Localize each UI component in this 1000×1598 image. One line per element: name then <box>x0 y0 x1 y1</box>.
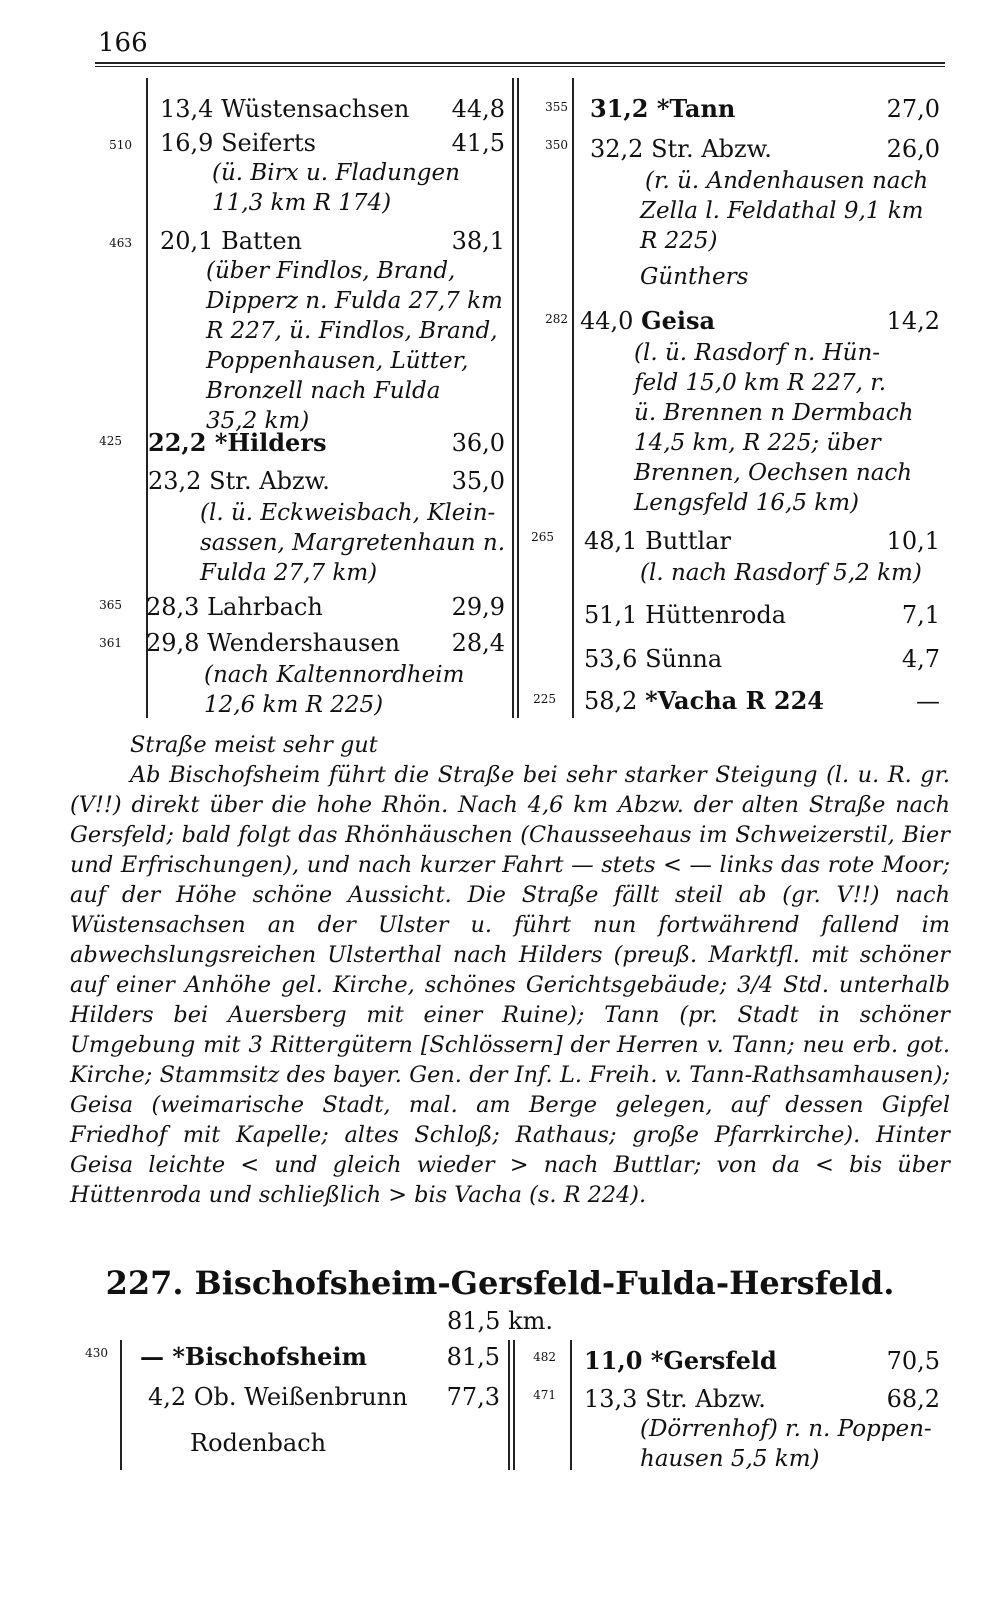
route-note: sassen, Margretenhaun n. <box>200 530 506 556</box>
table-row: 53,6 Sünna <box>584 645 723 673</box>
route-note: 14,5 km, R 225; über <box>634 430 881 456</box>
route-note: (l. nach Rasdorf 5,2 km) <box>640 560 922 586</box>
remaining-km: 7,1 <box>901 601 940 629</box>
column-rule <box>120 1340 122 1470</box>
route-note: (r. ü. Andenhausen nach <box>645 168 929 194</box>
route-note: Fulda 27,7 km) <box>200 560 378 586</box>
route-note: Zella l. Feldathal 9,1 km <box>640 198 924 224</box>
altitude: 482 <box>533 1350 556 1364</box>
table-row: 48,1 Buttlar <box>584 527 731 555</box>
remaining-km: 26,0 <box>886 135 940 163</box>
altitude: 282 <box>545 312 568 326</box>
route-note: (l. ü. Eckweisbach, Klein- <box>200 500 496 526</box>
route-note: (l. ü. Rasdorf n. Hün- <box>634 340 881 366</box>
altitude: 350 <box>545 138 568 152</box>
route-description <box>70 730 950 1210</box>
table-row: 28,3 Lahrbach <box>146 593 323 621</box>
altitude: 225 <box>533 692 556 706</box>
altitude: 425 <box>99 434 122 448</box>
table-row: 11,0 *Gersfeld <box>584 1346 777 1375</box>
remaining-km: 77,3 <box>446 1383 500 1411</box>
table-row: 13,3 Str. Abzw. <box>584 1385 766 1413</box>
route-note: Poppenhausen, Lütter, <box>206 348 469 374</box>
column-rule <box>508 1340 510 1470</box>
remaining-km: 27,0 <box>886 95 940 123</box>
route-note: Bronzell nach Fulda <box>206 378 441 404</box>
altitude: 430 <box>85 1346 108 1360</box>
route-note: hausen 5,5 km) <box>640 1446 820 1472</box>
altitude: 361 <box>99 636 122 650</box>
table-row: 4,2 Ob. Weißenbrunn <box>148 1383 408 1411</box>
remaining-km: — <box>916 687 940 715</box>
road-quality-line: Straße meist sehr gut <box>130 732 378 758</box>
route-note: R 227, ü. Findlos, Brand, <box>206 318 498 344</box>
remaining-km: 10,1 <box>886 527 940 555</box>
remaining-km: 35,0 <box>451 467 505 495</box>
remaining-km: 14,2 <box>886 307 940 335</box>
table-row: 22,2 *Hilders <box>148 428 327 457</box>
route-note: 12,6 km R 225) <box>204 692 384 718</box>
route-note: 35,2 km) <box>206 408 310 434</box>
route-note: Dipperz n. Fulda 27,7 km <box>206 288 503 314</box>
header-rule-thin <box>95 66 945 67</box>
column-rule <box>512 78 514 718</box>
remaining-km: 41,5 <box>451 129 505 157</box>
route-note: (ü. Birx u. Fladungen <box>212 160 460 186</box>
remaining-km: 4,7 <box>901 645 940 673</box>
header-rule <box>95 62 945 64</box>
table-row: 23,2 Str. Abzw. <box>148 467 330 495</box>
table-row: 32,2 Str. Abzw. <box>590 135 772 163</box>
remaining-km: 70,5 <box>886 1347 940 1375</box>
route-note: Brennen, Oechsen nach <box>634 460 913 486</box>
route-note: ü. Brennen n Dermbach <box>634 400 914 426</box>
description-paragraph: Ab Bischofsheim führt die Straße bei sehr starker Steigung (l. u. R. gr. (V!!) direkt über die hohe Rhön. Nach 4,6 km Abzw. der alten Straße nach Gersfeld; bald folgt das Rhönhäuschen (Chausseehaus im Schweizerstil, Bier und Erfrischungen), und nach kurzer Fahrt — stets < — links das rote Moor; auf der Höhe schöne Aussicht. Die Straße fällt steil ab (gr. V!!) nach Wüstensachsen an der Ulster u. führt nun fortwährend fallend im abwechslungsreichen Ulsterthal nach Hilders (preuß. Marktfl. mit schöner auf einer Anhöhe gel. Kirche, schönes Gerichtsgebäude; 3/4 Std. unterhalb Hilders bei Auersberg mit einer Ruine); Tann (pr. Stadt in schöner Umgebung mit 3 Rittergütern [Schlössern] der Herren v. Tann; neu erb. got. Kirche; Stammsitz des bayer. Gen. der Inf. L. Freih. v. Tann-Rathsamhausen); Geisa (weimarische Stadt, mal. am Berge gelegen, auf dessen Gipfel Friedhof mit Kapelle; altes Schloß; Rathaus; große Pfarrkirche). Hinter Geisa leichte < und gleich wieder > nach Buttlar; von da < bis über Hüttenroda und schließlich > bis Vacha (s. R 224). <box>70 762 950 1208</box>
remaining-km: 68,2 <box>886 1385 940 1413</box>
remaining-km: 38,1 <box>451 227 505 255</box>
table-row: 44,0 Geisa <box>580 306 716 335</box>
remaining-km: 81,5 <box>446 1343 500 1371</box>
remaining-km: 36,0 <box>451 429 505 457</box>
route-heading: 227. Bischofsheim-Gersfeld-Fulda-Hersfeld. <box>105 1264 895 1302</box>
route-note: feld 15,0 km R 227, r. <box>634 370 887 396</box>
table-row: — *Bischofsheim <box>140 1342 367 1371</box>
altitude: 355 <box>545 100 568 114</box>
column-rule <box>570 1340 572 1470</box>
altitude: 463 <box>109 236 132 250</box>
table-row: 51,1 Hüttenroda <box>584 601 787 629</box>
page-number: 166 <box>98 28 148 58</box>
altitude: 471 <box>533 1388 556 1402</box>
route-distance: 81,5 km. <box>447 1307 553 1335</box>
altitude: 510 <box>109 138 132 152</box>
table-row: 13,4 Wüstensachsen <box>160 95 410 123</box>
table-row: 29,8 Wendershausen <box>146 629 401 657</box>
route-note: (über Findlos, Brand, <box>206 258 456 284</box>
route-note: Günthers <box>640 264 749 290</box>
remaining-km: 29,9 <box>451 593 505 621</box>
remaining-km: 44,8 <box>451 95 505 123</box>
route-note: (nach Kaltennordheim <box>204 662 465 688</box>
route-note: R 225) <box>640 228 718 254</box>
remaining-km: 28,4 <box>451 629 505 657</box>
column-rule <box>513 1340 515 1470</box>
altitude: 265 <box>531 530 554 544</box>
table-row: 31,2 *Tann <box>590 94 736 123</box>
route-note: 11,3 km R 174) <box>212 190 392 216</box>
column-rule <box>572 78 574 718</box>
table-row: 58,2 *Vacha R 224 <box>584 686 824 715</box>
table-row: 20,1 Batten <box>160 227 302 255</box>
column-rule <box>517 78 519 718</box>
table-row: Rodenbach <box>190 1429 327 1457</box>
table-row: 16,9 Seiferts <box>160 129 316 157</box>
route-note: Lengsfeld 16,5 km) <box>634 490 859 516</box>
altitude: 365 <box>99 598 122 612</box>
column-rule <box>146 78 148 718</box>
route-note: (Dörrenhof) r. n. Poppen- <box>640 1416 932 1442</box>
